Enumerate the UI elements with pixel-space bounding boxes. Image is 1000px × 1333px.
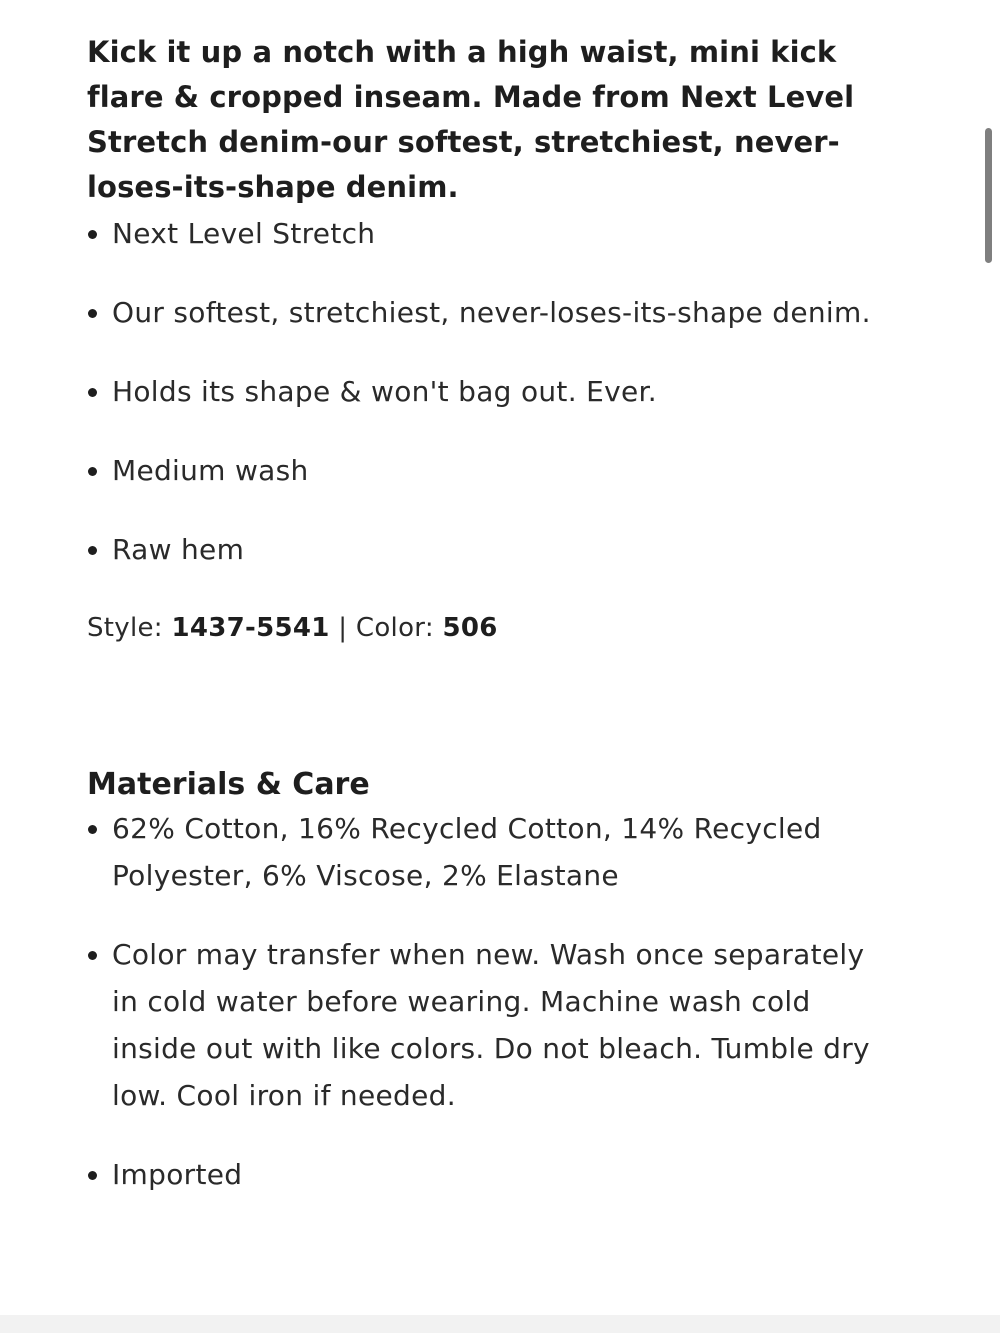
list-item <box>87 289 877 336</box>
feature-text: Raw hem <box>112 533 245 566</box>
separator: | <box>338 613 348 643</box>
bullet-icon <box>88 1171 97 1180</box>
feature-text: Holds its shape & won't bag out. Ever. <box>112 375 657 408</box>
feature-text: Medium wash <box>112 454 309 487</box>
list-item <box>87 368 877 415</box>
scrollbar-thumb[interactable] <box>985 128 992 263</box>
feature-list <box>87 210 877 573</box>
bullet-icon <box>88 951 97 960</box>
style-color-line <box>87 609 877 647</box>
materials-care-list <box>87 805 877 1198</box>
product-details <box>87 30 877 1198</box>
materials-care-heading: Materials & Care <box>87 767 370 802</box>
list-item <box>87 447 877 494</box>
product-description: Kick it up a notch with a high waist, mini kick flare & cropped inseam. Made from Next Level Stretch denim-our softest, stretchiest, never-loses-its-shape denim. <box>87 35 855 204</box>
bullet-icon <box>88 546 97 555</box>
list-item <box>87 805 877 899</box>
bullet-icon <box>88 230 97 239</box>
care-text: Imported <box>112 1158 243 1191</box>
bullet-icon <box>88 825 97 834</box>
color-label: Color: <box>355 613 434 643</box>
style-number: 1437-5541 <box>171 613 330 643</box>
bullet-icon <box>88 309 97 318</box>
list-item <box>87 526 877 573</box>
bottom-divider <box>0 1315 1000 1333</box>
care-text: 62% Cotton, 16% Recycled Cotton, 14% Recycled Polyester, 6% Viscose, 2% Elastane <box>112 812 822 892</box>
feature-text: Our softest, stretchiest, never-loses-its-shape denim. <box>112 296 871 329</box>
care-text: Color may transfer when new. Wash once separately in cold water before wearing. Machine wash cold inside out with like colors. Do not bleach. Tumble dry low. Cool iron if needed. <box>112 938 870 1112</box>
list-item <box>87 931 877 1119</box>
list-item <box>87 1151 877 1198</box>
style-label: Style: <box>87 613 163 643</box>
bullet-icon <box>88 388 97 397</box>
color-code: 506 <box>442 613 498 643</box>
bullet-icon <box>88 467 97 476</box>
feature-text: Next Level Stretch <box>112 217 376 250</box>
list-item <box>87 210 877 257</box>
